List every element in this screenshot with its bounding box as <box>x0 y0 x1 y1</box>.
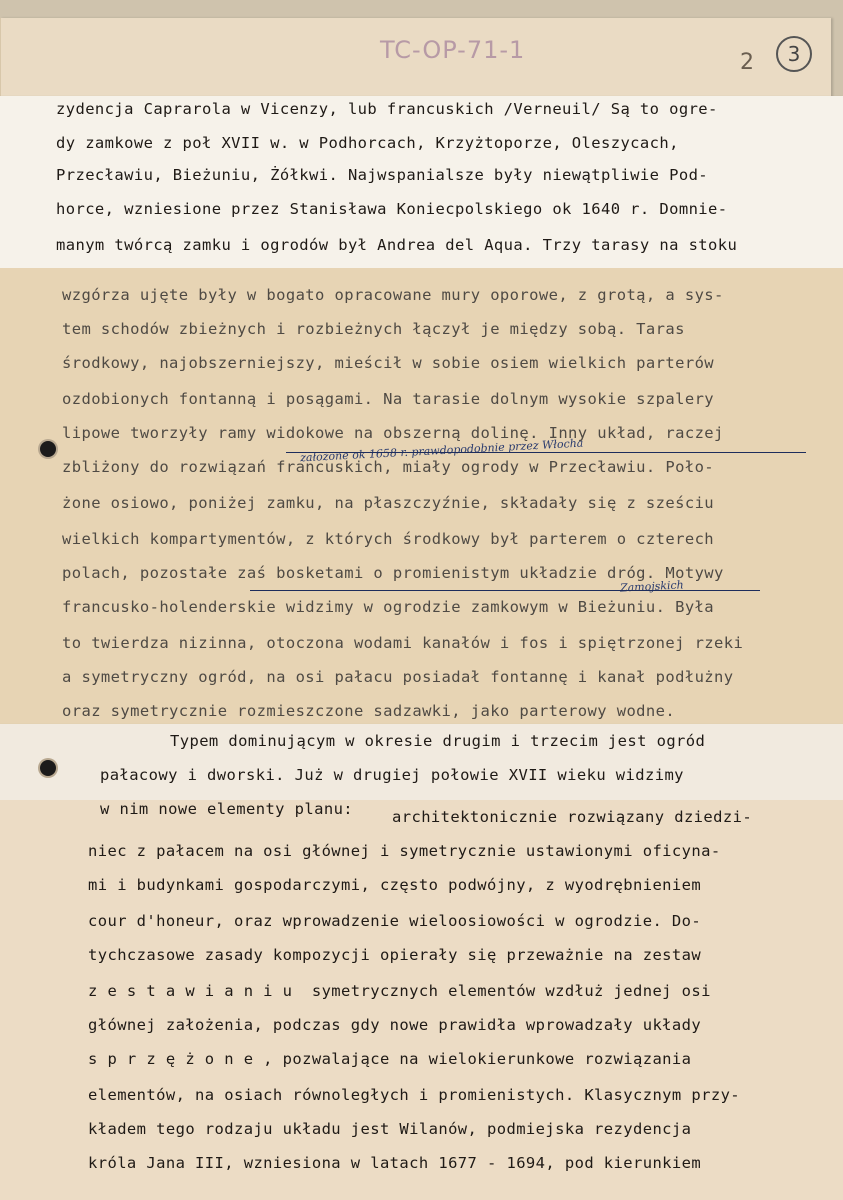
text-line: żone osiowo, poniżej zamku, na płaszczyźnie, składały się z sześciu <box>62 494 715 512</box>
annotation-underline <box>250 590 760 591</box>
text-line: środkowy, najobszerniejszy, mieścił w sobie osiem wielkich parterów <box>62 354 715 372</box>
text-line: głównej założenia, podczas gdy nowe prawidła wprowadzały układy <box>88 1016 702 1034</box>
text-line: polach, pozostałe zaś bosketami o promienistym układzie dróg. Motywy <box>62 564 724 582</box>
text-line: Typem dominującym w okresie drugim i trzecim jest ogród <box>170 732 706 750</box>
text-line: horce, wzniesione przez Stanisława Koniecpolskiego ok 1640 r. Domnie- <box>56 200 728 218</box>
text-line: pałacowy i dworski. Już w drugiej połowie XVII wieku widzimy <box>100 766 684 784</box>
text-line: a symetryczny ogród, na osi pałacu posiadał fontannę i kanał podłużny <box>62 668 734 686</box>
text-line: wielkich kompartymentów, z których środkowy był parterem o czterech <box>62 530 715 548</box>
text-line: wzgórza ujęte były w bogato opracowane mury oporowe, z grotą, a sys- <box>62 286 724 304</box>
text-line: króla Jana III, wzniesiona w latach 1677 - 1694, pod kierunkiem <box>88 1154 702 1172</box>
text-line: lipowe tworzyły ramy widokowe na obszerną dolinę. Inny układ, raczej <box>62 424 724 442</box>
text-line: niec z pałacem na osi głównej i symetrycznie ustawionymi oficyna- <box>88 842 721 860</box>
text-line: elementów, na osiach równoległych i promienistych. Klasycznym przy- <box>88 1086 741 1104</box>
handwritten-annotation: Zamojskich <box>619 578 685 595</box>
text-line: francusko-holenderskie widzimy w ogrodzie zamkowym w Bieżuniu. Była <box>62 598 715 616</box>
paper-strip-bottom <box>0 800 843 1200</box>
text-line: architektonicznie rozwiązany dziedzi- <box>392 808 753 826</box>
text-line: w nim nowe elementy planu: <box>100 800 354 818</box>
text-line: ozdobionych fontanną i posągami. Na tarasie dolnym wysokie szpalery <box>62 390 715 408</box>
text-line: s p r z ę ż o n e , pozwalające na wielokierunkowe rozwiązania <box>88 1050 692 1068</box>
text-line: Przecławiu, Bieżuniu, Żółkwi. Najwspanialsze były niewątpliwie Pod- <box>56 166 709 184</box>
text-line: tem schodów zbieżnych i rozbieżnych łączył je między sobą. Taras <box>62 320 685 338</box>
text-line: oraz symetrycznie rozmieszczone sadzawki, jako parterowy wodne. <box>62 702 676 720</box>
handwritten-annotation: założone ok 1658 r. prawdopodobnie przez Włocha <box>299 436 584 465</box>
text-line: to twierdza nizinna, otoczona wodami kanałów i fos i spiętrzonej rzeki <box>62 634 744 652</box>
text-line: dy zamkowe z poł XVII w. w Podhorcach, Krzyżtoporze, Oleszycach, <box>56 134 679 152</box>
text-line: kładem tego rodzaju układu jest Wilanów, podmiejska rezydencja <box>88 1120 692 1138</box>
text-line: tychczasowe zasady kompozycji opierały się przeważnie na zestaw <box>88 946 702 964</box>
annotation-underline <box>286 452 806 453</box>
text-line: zbliżony do rozwiązań francuskich, miały ogrody w Przecławiu. Poło- <box>62 458 715 476</box>
page-number: 2 <box>740 50 754 75</box>
archive-code: TC-OP-71-1 <box>380 36 526 64</box>
text-line: zydencja Caprarola w Vicenzy, lub francuskich /Verneuil/ Są to ogre- <box>56 100 718 118</box>
punch-hole <box>40 441 56 457</box>
text-line: mi i budynkami gospodarczymi, często podwójny, z wyodrębnieniem <box>88 876 702 894</box>
text-line: manym twórcą zamku i ogrodów był Andrea del Aqua. Trzy tarasy na stoku <box>56 236 738 254</box>
text-line: cour d'honeur, oraz wprowadzenie wieloosiowości w ogrodzie. Do- <box>88 912 702 930</box>
text-line: z e s t a w i a n i u symetrycznych elementów wzdłuż jednej osi <box>88 982 711 1000</box>
circled-page-number: 3 <box>776 36 812 72</box>
punch-hole <box>40 760 56 776</box>
